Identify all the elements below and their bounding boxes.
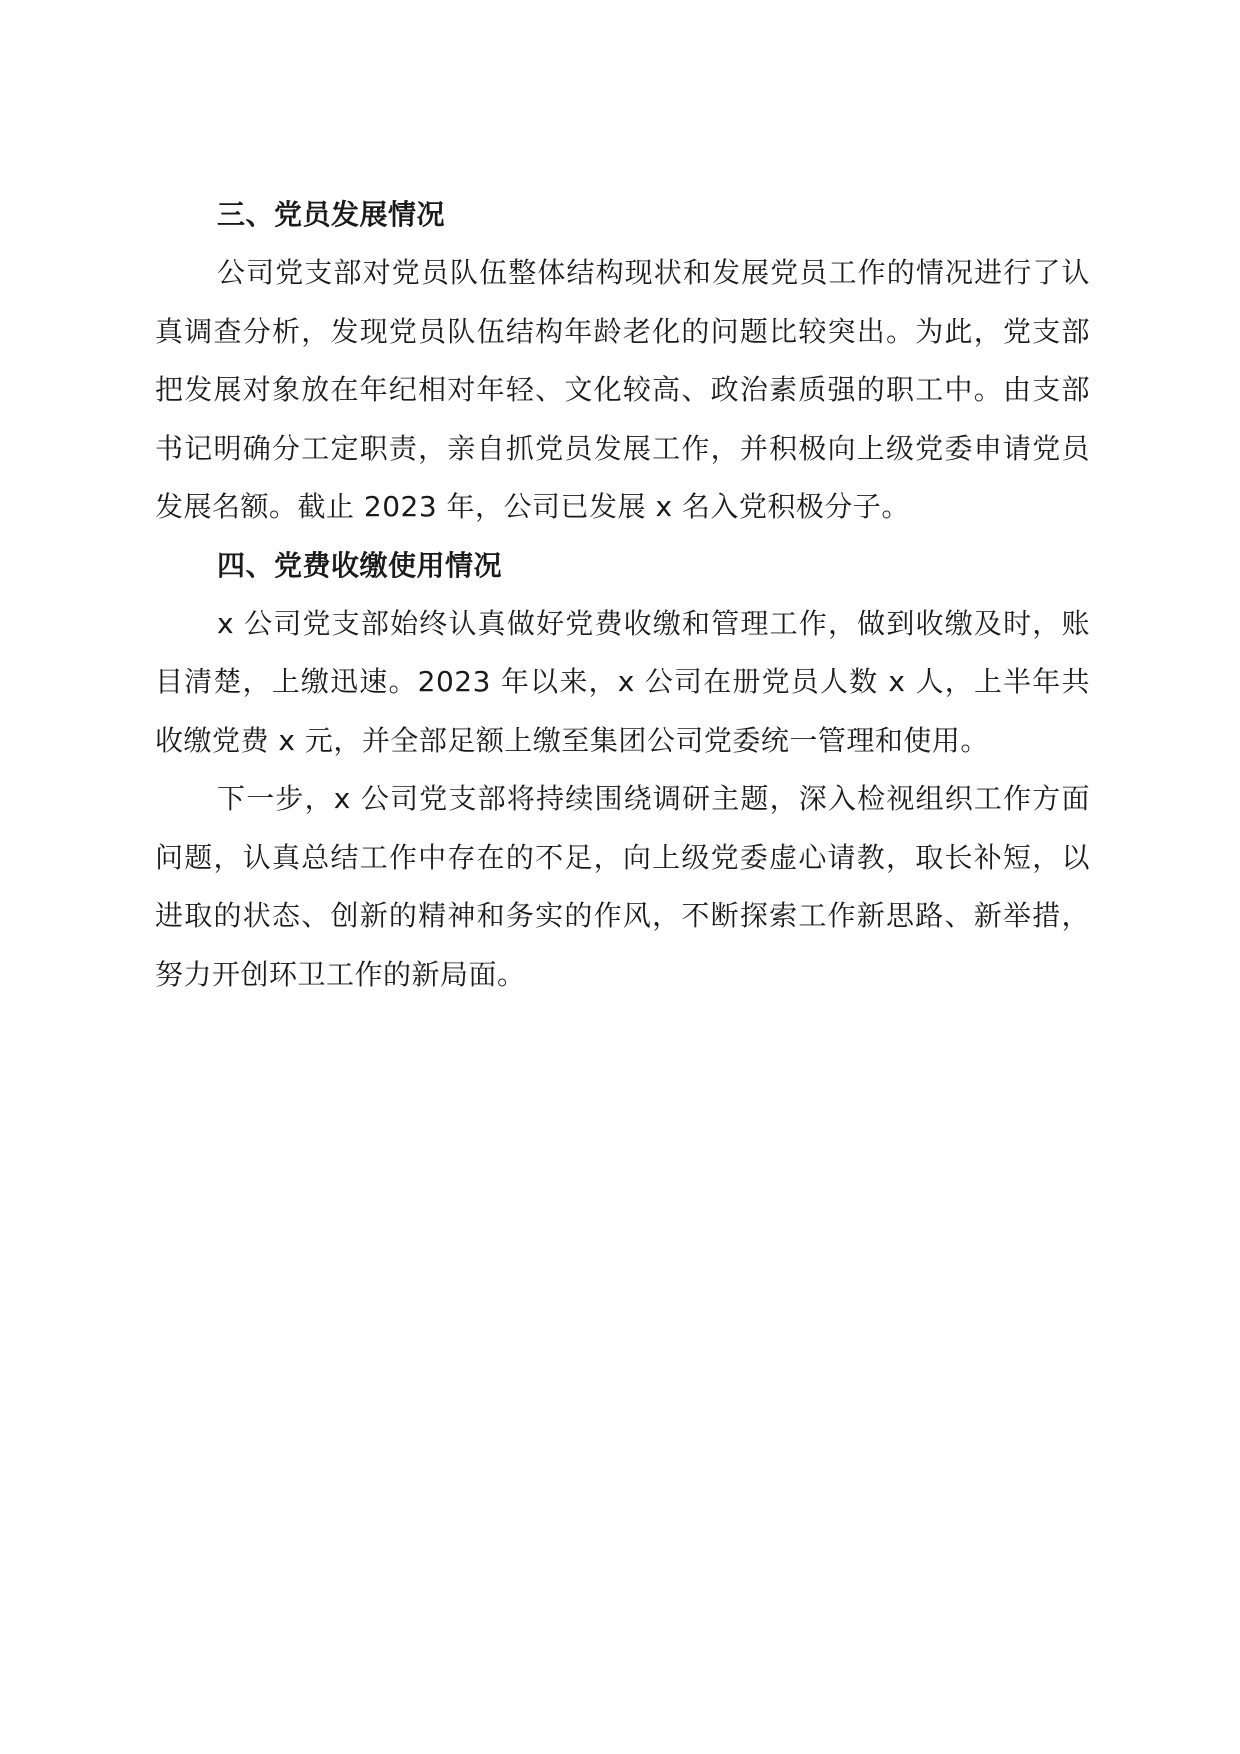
- section-heading-party-dues: 四、党费收缴使用情况: [217, 548, 503, 582]
- section-heading-party-member-development: 三、党员发展情况: [217, 198, 446, 231]
- paragraph-party-member-development: 公司党支部对党员队伍整体结构现状和发展党员工作的情况进行了认真调查分析，发现党员队伍结构年龄老化的问题比较突出。为此，党支部把发展对象放在年纪相对年轻、文化较高、政治素质强的职工中。由支部书记明确分工定职责，亲自抓党员发展工作，并积极向上级党委申请党员发展名额。截止 2023 年，公司已发展 x 名入党积极分子。: [155, 256, 1090, 523]
- document-body: [155, 186, 1090, 1004]
- paragraph-party-dues: x 公司党支部始终认真做好党费收缴和管理工作，做到收缴及时，账目清楚，上缴迅速。2023 年以来，x 公司在册党员人数 x 人，上半年共收缴党费 x 元，并全部足额上缴至集团公司党委统一管理和使用。: [155, 606, 1090, 757]
- paragraph-next-steps: 下一步，x 公司党支部将持续围绕调研主题，深入检视组织工作方面问题，认真总结工作中存在的不足，向上级党委虚心请教，取长补短，以进取的状态、创新的精神和务实的作风，不断探索工作新思路、新举措，努力开创环卫工作的新局面。: [155, 782, 1090, 991]
